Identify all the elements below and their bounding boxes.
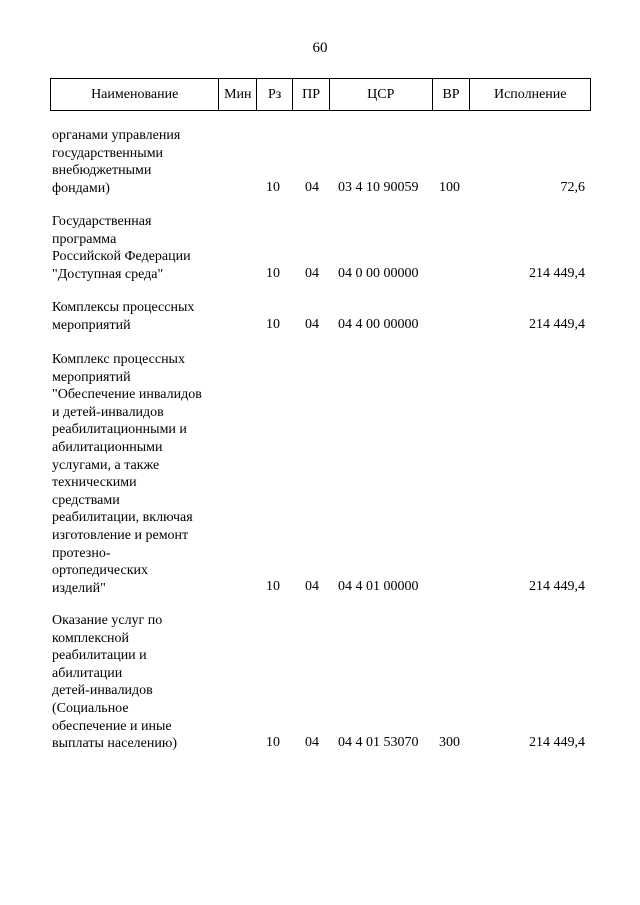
header-min: Мин: [219, 79, 257, 110]
row-pr: 04: [305, 735, 319, 751]
table-row: [50, 299, 591, 334]
row-isp: 214 449,4: [529, 579, 585, 595]
row-name: Комплексы процессных мероприятий: [52, 300, 195, 333]
row-csr: 04 0 00 00000: [338, 266, 419, 282]
table-row: [50, 612, 591, 752]
row-isp: 214 449,4: [529, 266, 585, 282]
row-pr: 04: [305, 317, 319, 333]
row-vr: 100: [439, 180, 460, 196]
table-row: [50, 127, 591, 197]
table-row: [50, 213, 591, 283]
row-isp: 214 449,4: [529, 735, 585, 751]
header-isp: Исполнение: [493, 86, 567, 102]
row-name: органами управления государственными внебюджетными фондами): [52, 128, 181, 196]
row-csr: 04 4 00 00000: [338, 317, 419, 333]
row-rz: 10: [266, 266, 280, 282]
row-isp: 72,6: [560, 180, 585, 196]
row-pr: 04: [305, 180, 319, 196]
row-rz: 10: [266, 317, 280, 333]
row-vr: 300: [439, 735, 460, 751]
row-isp: 214 449,4: [529, 317, 585, 333]
row-rz: 10: [266, 180, 280, 196]
table-row: [50, 351, 591, 596]
header-rz: Рз: [257, 79, 293, 110]
header-csr: ЦСР: [330, 79, 433, 110]
row-name: Оказание услуг по комплексной реабилитации и абилитации детей-инвалидов (Социальное обеспечение и иные выплаты населению): [52, 613, 177, 752]
row-pr: 04: [305, 579, 319, 595]
header-vr: ВР: [433, 79, 471, 110]
row-csr: 04 4 01 53070: [338, 735, 419, 751]
row-pr: 04: [305, 266, 319, 282]
page-number: 60: [312, 40, 328, 56]
table-header: [50, 78, 591, 111]
header-name: Наименование: [51, 79, 219, 110]
row-name: Комплекс процессных мероприятий "Обеспечение инвалидов и детей-инвалидов реабилитационными и абилитационными услугами, а также техническими средствами реабилитации, включая изготовление и ремонт протезно- ортопедических изделий": [52, 352, 202, 596]
header-pr: ПР: [293, 79, 330, 110]
row-name: Государственная программа Российской Федерации "Доступная среда": [52, 214, 191, 282]
row-rz: 10: [266, 579, 280, 595]
row-rz: 10: [266, 735, 280, 751]
row-csr: 04 4 01 00000: [338, 579, 419, 595]
row-csr: 03 4 10 90059: [338, 180, 419, 196]
